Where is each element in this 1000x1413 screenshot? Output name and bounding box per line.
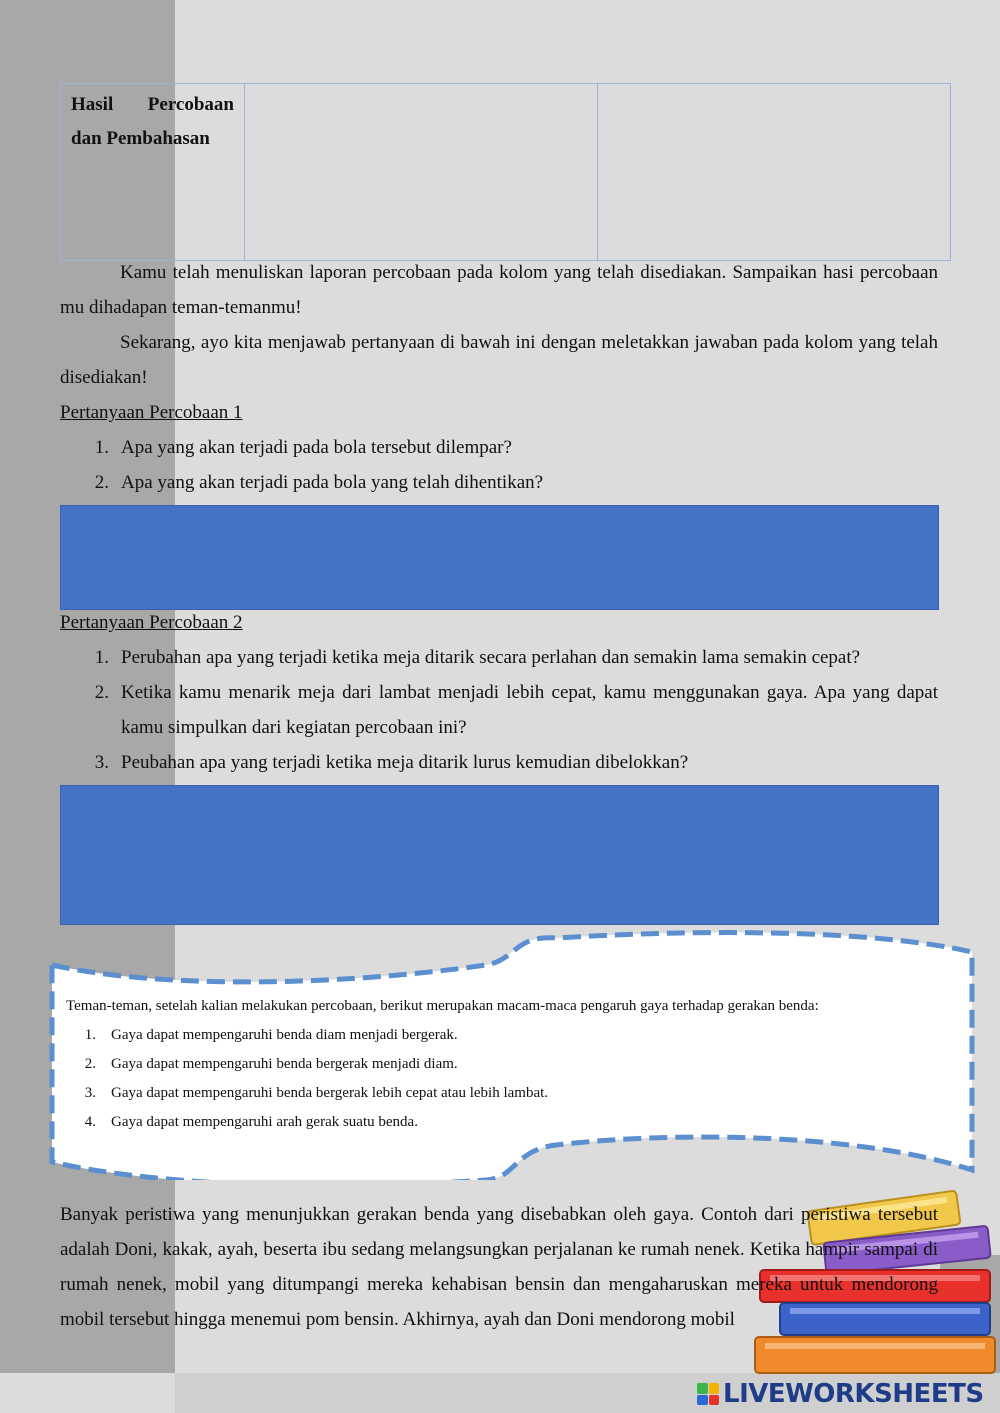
intro-paragraph-2: Sekarang, ayo kita menjawab pertanyaan di bawah ini dengan meletakkan jawaban pada kolom yang telah disediakan! <box>60 332 938 388</box>
list-item: 3. Gaya dapat mempengaruhi benda bergerak lebih cepat atau lebih lambat. <box>84 1085 549 1101</box>
header-word-percobaan: Percobaan <box>147 94 234 115</box>
experiment-result-table <box>60 83 951 261</box>
list-item: 2. Gaya dapat mempengaruhi benda bergerak menjadi diam. <box>84 1056 458 1072</box>
info-list <box>66 1021 946 1137</box>
header-line-2: dan Pembahasan <box>71 128 210 149</box>
info-intro: Teman-teman, setelah kalian melakukan percobaan, berikut merupakan macam-maca pengaruh gaya terhadap gerakan benda: <box>66 998 819 1014</box>
list-item: 1. Perubahan apa yang terjadi ketika meja ditarik secara perlahan dan semakin lama semakin cepat? <box>94 647 861 668</box>
list-item: 1. Gaya dapat mempengaruhi benda diam menjadi bergerak. <box>84 1027 458 1043</box>
header-word-hasil: Hasil <box>71 94 114 115</box>
list-item: 2. Apa yang akan terjadi pada bola yang telah dihentikan? <box>94 472 544 493</box>
logo-text: LIVEWORKSHEETS <box>723 1379 984 1409</box>
list-item: 2. Ketika kamu menarik meja dari lambat menjadi lebih cepat, kamu menggunakan gaya. Apa yang dapat kamu simpulkan dari kegiatan percobaan ini? <box>94 682 938 738</box>
list-item: 3. Peubahan apa yang terjadi ketika meja ditarik lurus kemudian dibelokkan? <box>94 752 689 773</box>
result-table-header-cell <box>61 84 245 261</box>
liveworksheets-logo-icon <box>697 1378 984 1410</box>
intro-paragraph-1: Kamu telah menuliskan laporan percobaan pada kolom yang telah disediakan. Sampaikan hasi percobaan mu dihadapan teman-temanmu! <box>60 262 938 318</box>
question-1-heading: Pertanyaan Percobaan 1 <box>60 402 243 423</box>
question-1-list <box>60 430 938 500</box>
answer-box-2[interactable] <box>60 785 939 925</box>
logo-mark-icon <box>697 1383 719 1405</box>
question-2-list <box>60 640 938 780</box>
story-paragraph: Banyak peristiwa yang menunjukkan gerakan benda yang disebabkan oleh gaya. Contoh dari peristiwa tersebut adalah Doni, kakak, ayah, beserta ibu sedang melangsungkan perjalanan ke rumah nenek. Ketika hampir sampai di rumah nenek, mobil yang ditumpangi mereka kehabisan bensin dan mengaharuskan mereka untuk mendorong mobil tersebut hingga menemui pom bensin. Akhirnya, ayah dan Doni mendorong mobil <box>60 1204 938 1330</box>
info-scroll-content <box>66 992 946 1137</box>
answer-box-1[interactable] <box>60 505 939 610</box>
list-item: 1. Apa yang akan terjadi pada bola tersebut dilempar? <box>94 437 512 458</box>
question-2-heading: Pertanyaan Percobaan 2 <box>60 612 243 633</box>
result-answer-cell-1[interactable] <box>245 84 598 261</box>
result-answer-cell-2[interactable] <box>598 84 951 261</box>
list-item: 4. Gaya dapat mempengaruhi arah gerak suatu benda. <box>84 1114 418 1130</box>
